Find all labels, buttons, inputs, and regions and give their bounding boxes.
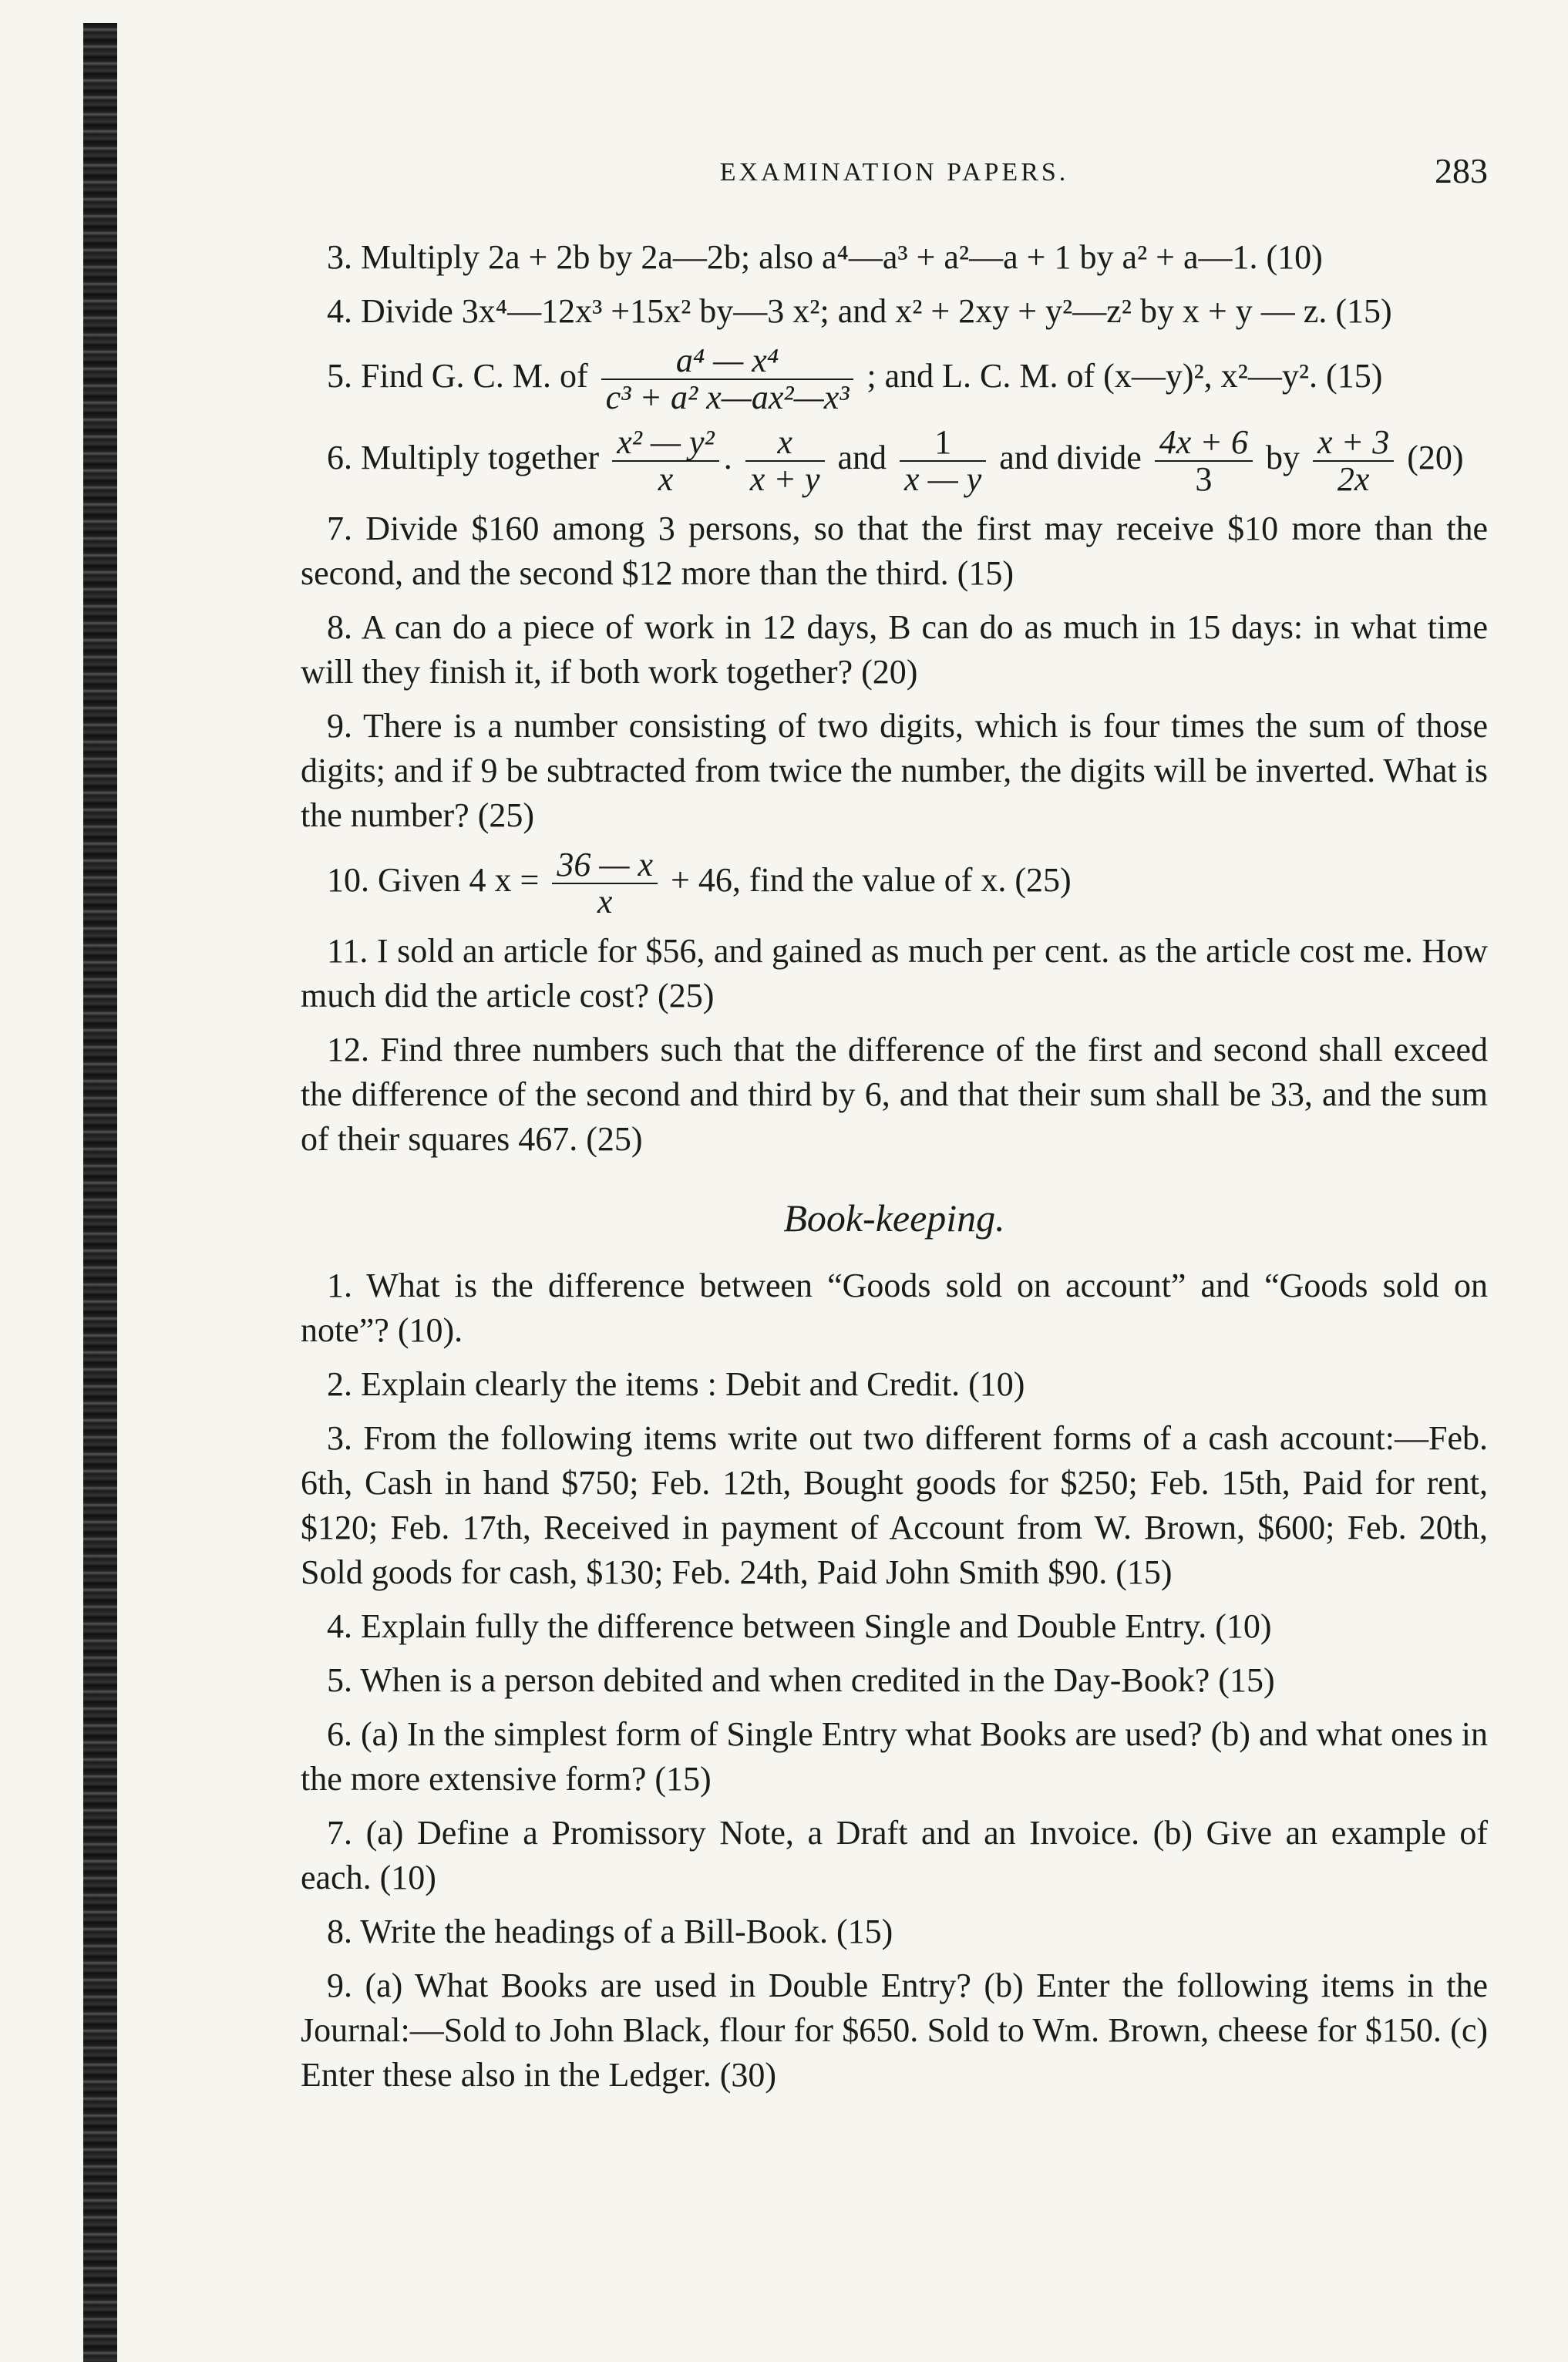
problem-6-fraction-1 [612,425,719,497]
bookkeeping-question-6: 6. (a) In the simplest form of Single Entry what Books are used? (b) and what ones in the more extensive form? (15) [301,1715,1488,1798]
problem-6-fraction-4 [1155,425,1253,497]
problem-4: 4. Divide 3x⁴—12x³ +15x² by—3 x²; and x² + 2xy + y²—z² by x + y — z. (15) [327,292,1392,330]
bookkeeping-question-1: 1. What is the difference between “Goods sold on account” and “Goods sold on note”? (10). [301,1267,1488,1349]
problem-9: 9. There is a number consisting of two digits, which is four times the sum of those digits; and if 9 be subtracted from twice the number, the digits will be inverted. What is the number? (25) [301,707,1488,834]
bookkeeping-question-3: 3. From the following items write out two different forms of a cash account:—Feb. 6th, Cash in hand $750; Feb. 12th, Bought goods for $250; Feb. 15th, Paid for rent, $120; Feb. 17th, Received in payment of Account from W. Brown, $600; Feb. 20th, Sold goods for cash, $130; Feb. 24th, Paid John Smith $90. (15) [301,1419,1488,1591]
problem-11: 11. I sold an article for $56, and gained as much per cent. as the article cost me. How much did the article cost? (25) [301,932,1488,1014]
fraction-numerator: 1 [900,425,986,462]
problem-6-fraction-3 [900,425,986,497]
problem-12: 12. Find three numbers such that the difference of the first and second shall exceed the difference of the second and third by 6, and that their sum shall be 33, and the sum of their squares 467. (25) [301,1031,1488,1158]
problem-6: 6. Multiply together $\frac{\text{x² — y²}}{x}$ . $\frac{x}{x + y}$ and $\frac{1}{x — y}$ and divide $\frac{4x + 6}{3}$ by $\frac{x + 3}{2x}$ (20) [327,423,1464,498]
problem-8: 8. A can do a piece of work in 12 days, B can do as much in 15 days: in what time will they finish it, if both work together? (20) [301,608,1488,691]
algebra-problems [301,235,1488,2098]
problem-5-fraction [601,343,854,416]
problem-10 [301,847,1488,920]
bookkeeping-question-4: 4. Explain fully the difference between Single and Double Entry. (10) [327,1607,1272,1645]
problem-5-post: ; and L. C. M. of (x—y)², x²—y². (15) [866,357,1383,395]
problem-3: 3. Multiply 2a + 2b by 2a—2b; also a⁴—a³ + a²—a + 1 by a² + a—1. (10) [327,238,1323,276]
fraction-denominator: x [597,883,613,920]
fraction-numerator: 36 — x [552,847,658,884]
page-header [301,150,1488,197]
problem-5-pre: 5. Find G. C. M. of [327,357,588,395]
problem-5 [301,343,1488,416]
problem-10-post: + 46, find the value of x. (25) [671,861,1072,900]
section-title-bookkeeping: Book-keeping. [783,1196,1005,1240]
fraction-denominator: x — y [904,460,982,498]
fraction-denominator: c³ + a² x—ax²—x³ [605,379,850,416]
bookkeeping-question-5: 5. When is a person debited and when credited in the Day-Book? (15) [327,1661,1275,1699]
bookkeeping-question-8: 8. Write the headings of a Bill-Book. (15) [327,1913,893,1950]
fraction-denominator: 2x [1337,460,1370,498]
running-title: EXAMINATION PAPERS. [719,158,1069,187]
fraction-numerator: x + 3 [1313,425,1394,462]
fraction-denominator: 3 [1195,460,1213,498]
problem-7: 7. Divide $160 among 3 persons, so that the first may receive $10 more than the second, and the second $12 more than the third. (15) [301,510,1488,592]
problem-10-fraction [552,847,658,920]
fraction-numerator: 4x + 6 [1155,425,1253,462]
problem-6-fraction-5 [1313,425,1394,497]
fraction-numerator: x [745,425,825,462]
problem-6-and-divide: and divide [999,439,1142,477]
bookkeeping-question-7: 7. (a) Define a Promissory Note, a Draft and an Invoice. (b) Give an example of each. (10) [301,1814,1488,1896]
page-number: 283 [1435,151,1488,190]
fraction-numerator: a⁴ — x⁴ [601,343,854,380]
problem-6-post: (20) [1407,439,1464,477]
fraction-denominator: x [658,460,674,498]
document-page [301,150,1488,2107]
problem-6-pre: 6. Multiply together [327,439,600,477]
fraction-denominator: x + y [749,460,820,498]
problem-6-by: by [1265,439,1300,477]
problem-6-and: and [837,439,887,477]
page-binding-edge [83,23,117,2362]
problem-6-fraction-2 [745,425,825,497]
problem-10-pre: 10. Given 4 x = [327,861,540,900]
bookkeeping-question-9: 9. (a) What Books are used in Double Entry? (b) Enter the following items in the Journal:—Sold to John Black, flour for $650. Sold to Wm. Brown, cheese for $150. (c) Enter these also in the Ledger. (30) [301,1967,1488,2094]
bookkeeping-question-2: 2. Explain clearly the items : Debit and Credit. (10) [327,1365,1025,1403]
fraction-numerator: x² — y² [612,425,719,462]
